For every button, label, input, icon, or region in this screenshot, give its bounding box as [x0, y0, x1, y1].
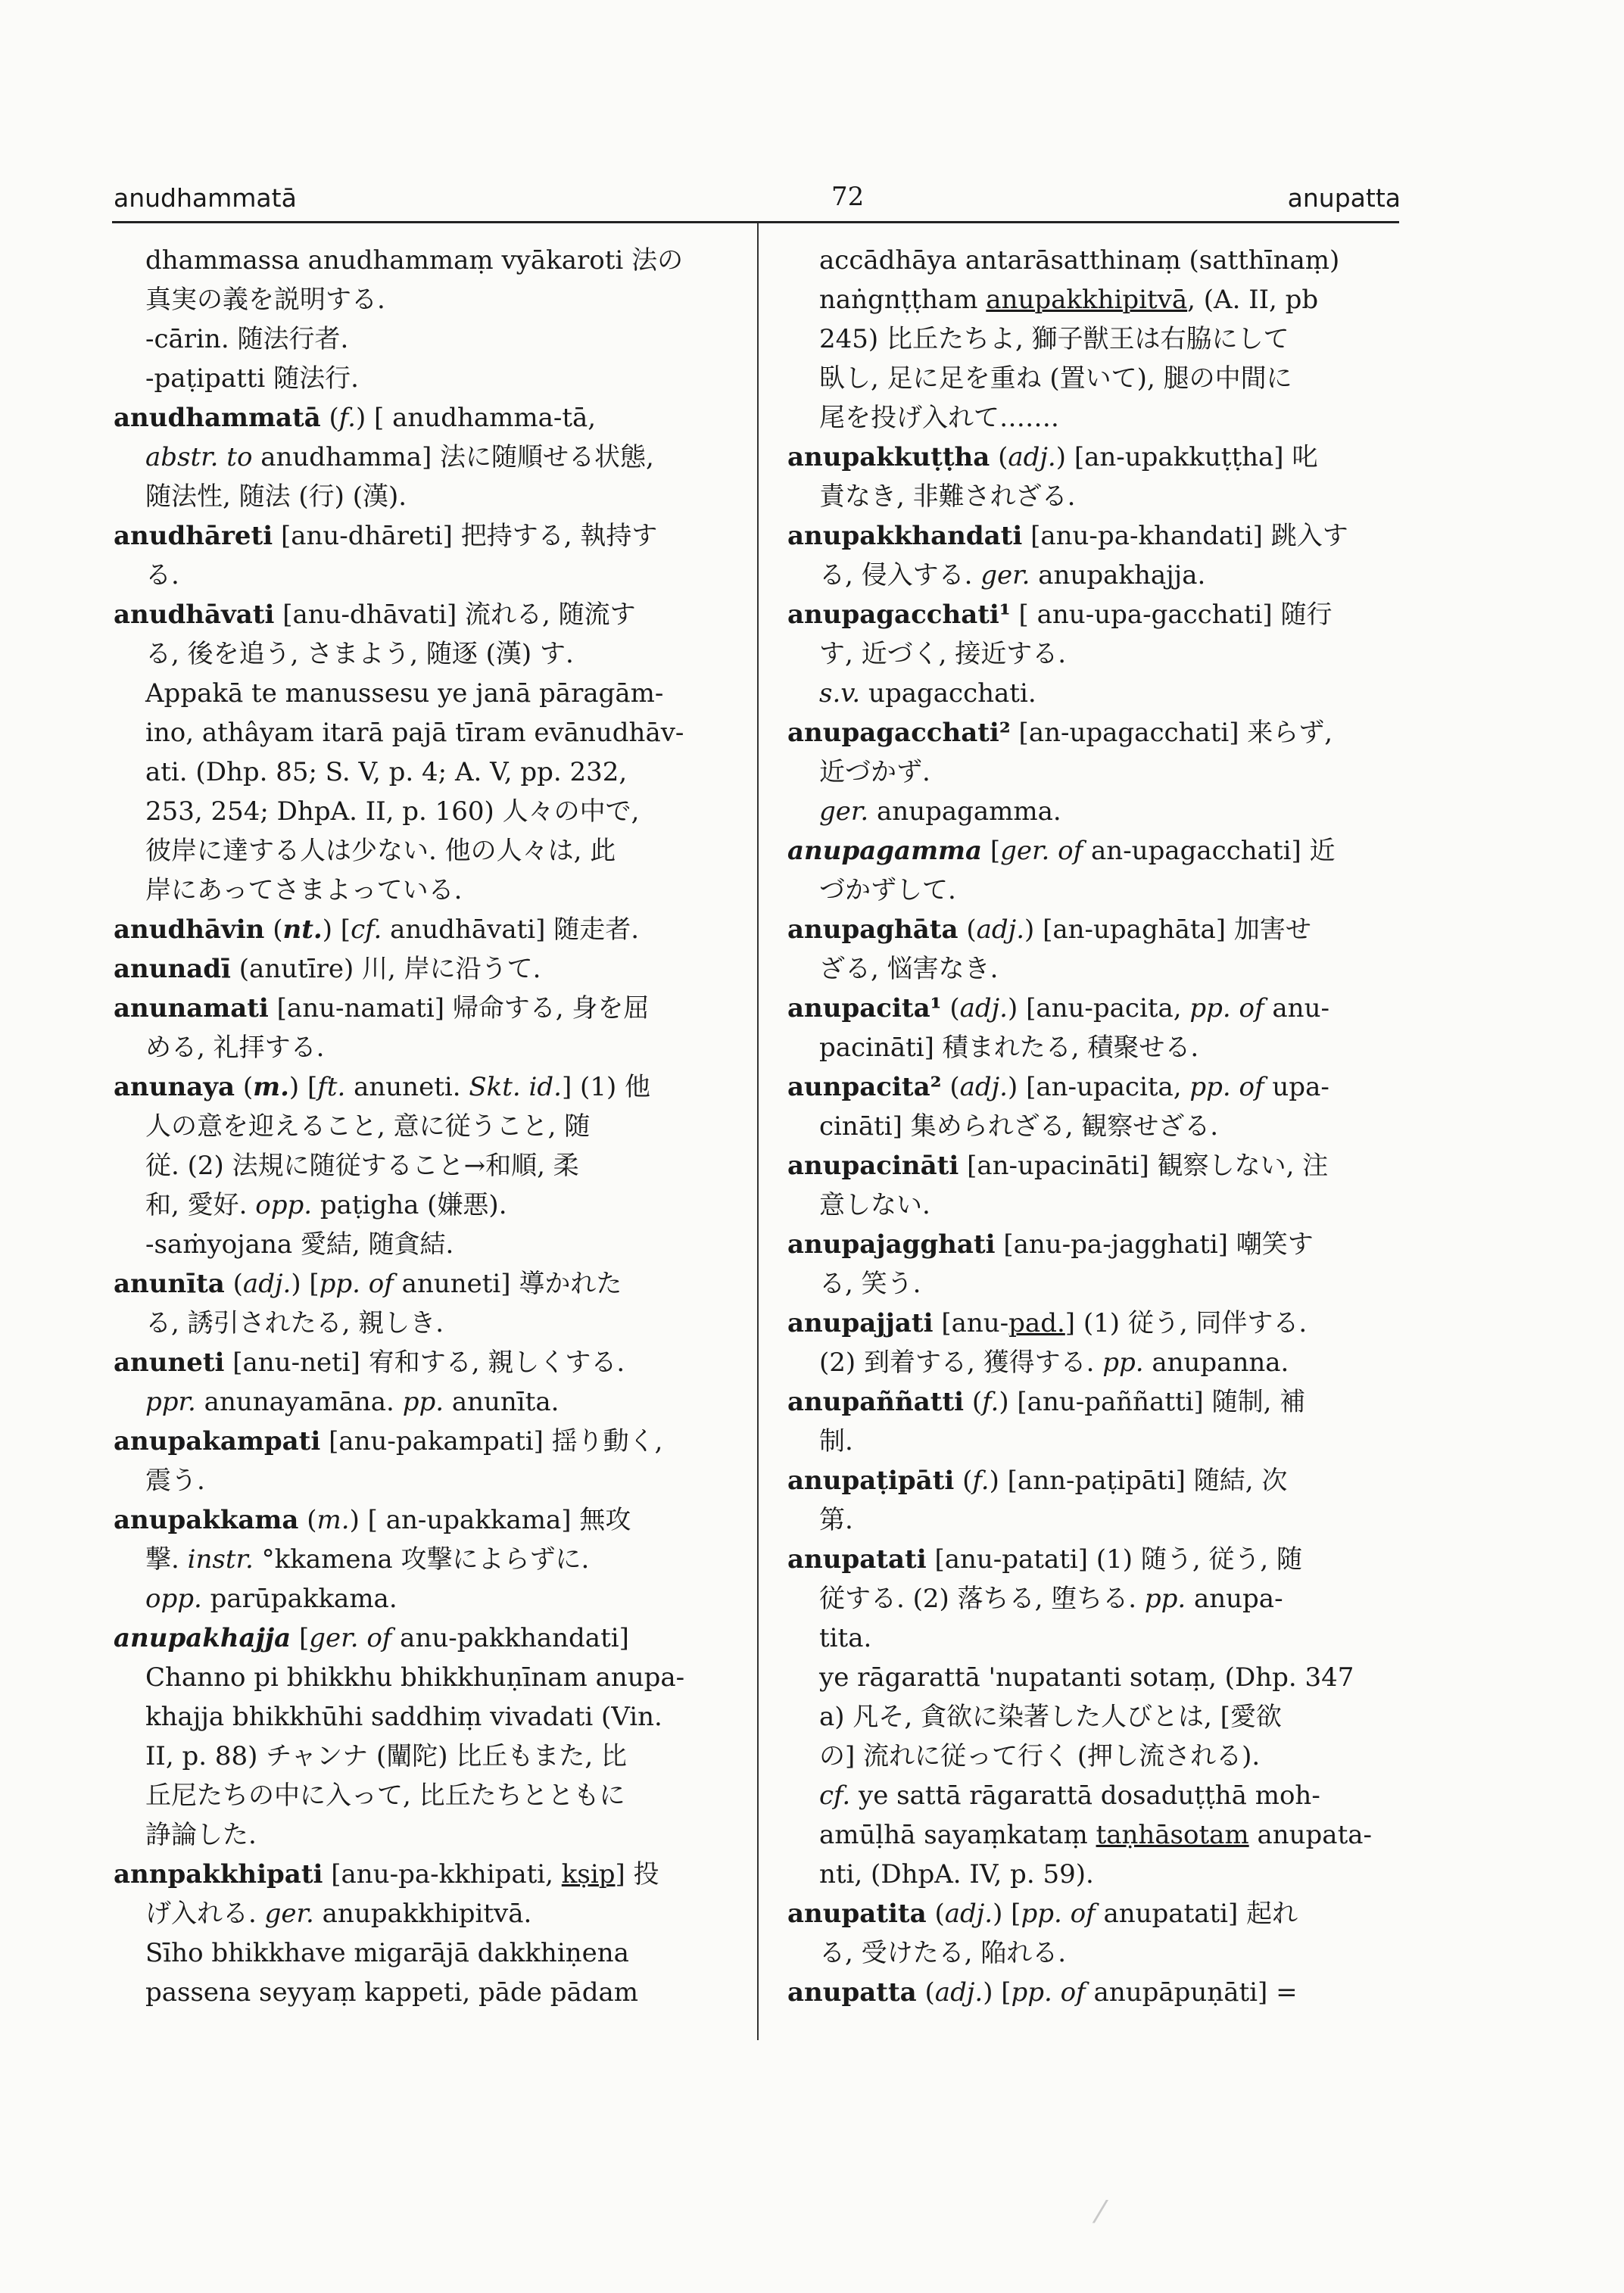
headword: anunīta [114, 1269, 225, 1299]
text-segment: 人の意を迎えること, 意に従うこと, 随 [145, 1111, 591, 1142]
text-segment: の] 流れに従って行く (押し流される). [819, 1741, 1261, 1771]
text-segment: ( [320, 403, 339, 433]
text-segment: khajja bhikkhūhi saddhiṃ vivadati (Vin. [145, 1702, 662, 1732]
text-line [787, 871, 1401, 910]
text-line [114, 319, 742, 359]
text-segment: [anu-namati] 帰命する, 身を屈 [268, 993, 650, 1023]
text-line [114, 1737, 742, 1776]
text-segment: 和, 愛好. [145, 1190, 256, 1220]
text-segment: ( [264, 914, 283, 945]
text-line [114, 516, 742, 556]
text-line [787, 910, 1401, 949]
text-line [787, 595, 1401, 634]
text-segment: ino, athâyam itarā pajā tīram evānudhāv- [145, 718, 684, 748]
text-segment: ger. of [309, 1623, 392, 1653]
text-segment: ye sattā rāgarattā dosaduṭṭhā moh- [850, 1781, 1320, 1811]
text-line [114, 1894, 742, 1933]
text-segment: adj. [959, 993, 1008, 1023]
text-line [787, 398, 1401, 438]
text-line [114, 1028, 742, 1067]
running-head-right: anupatta [1287, 183, 1401, 213]
text-line [787, 1028, 1401, 1067]
text-line [787, 1225, 1401, 1264]
text-segment: ger. [264, 1899, 314, 1929]
text-segment: ) [ [983, 1977, 1011, 2008]
headword: anupajagghati [787, 1229, 996, 1260]
text-segment: [an-upacināti] 観察しない, 注 [959, 1151, 1329, 1181]
text-segment: °kkamena 攻撃によらずに. [253, 1544, 590, 1575]
text-segment: pp. of [1011, 1977, 1086, 2008]
text-line [787, 831, 1401, 871]
text-line [114, 1067, 742, 1107]
text-line [114, 1146, 742, 1185]
headword: anudhammatā [114, 403, 321, 433]
headword: anupakkuṭṭha [787, 442, 990, 472]
text-segment: adj. [242, 1269, 291, 1299]
text-line [787, 1500, 1401, 1540]
page-header [114, 176, 1401, 218]
column-divider [757, 223, 759, 2040]
text-segment: [anu-dhāreti] 把持する, 執持す [273, 521, 658, 551]
headword: anupatati [787, 1544, 927, 1575]
text-line [114, 1500, 742, 1540]
right-column [787, 241, 1401, 2012]
text-segment: ) [ anudhamma-tā, [355, 403, 597, 433]
text-line [787, 1855, 1401, 1894]
text-segment: pp. [402, 1387, 444, 1417]
text-segment: a) 凡そ, 貪欲に染著した人びとは, [愛欲 [819, 1702, 1282, 1732]
text-line [114, 1697, 742, 1737]
text-segment: upa- [1264, 1072, 1329, 1102]
text-segment: anupagamma. [868, 796, 1061, 827]
headword: anudhāreti [114, 521, 273, 551]
running-head-left: anudhammatā [114, 183, 297, 213]
text-segment: anupakhajja. [1030, 560, 1206, 590]
text-segment: -cārin. 随法行者. [145, 324, 349, 354]
text-segment: 震う. [145, 1466, 205, 1496]
text-segment: ati. (Dhp. 85; S. V, p. 4; A. V, pp. 232, [145, 757, 628, 787]
text-segment: anupāpuṇāti] = [1085, 1977, 1298, 2008]
text-segment: (2) 到着する, 獲得する. [819, 1347, 1103, 1378]
text-line [114, 674, 742, 713]
text-segment: [anu-pa-khandati] 跳入す [1022, 521, 1348, 551]
text-segment: an-upagacchati] 近 [1083, 836, 1336, 866]
text-segment: [anu-patati] (1) 随う, 従う, 随 [926, 1544, 1303, 1575]
text-line [787, 359, 1401, 398]
text-segment: ( [964, 1387, 983, 1417]
text-segment: opp. [255, 1190, 313, 1220]
text-segment: adj. [959, 1072, 1008, 1102]
text-segment: ( [926, 1899, 945, 1929]
text-segment: 近づかず. [819, 757, 930, 787]
text-segment: cināti] 集められざる, 観察せざる. [819, 1111, 1219, 1142]
text-segment: [anu-pakampati] 揺り動く, [320, 1426, 663, 1456]
text-segment: anudhamma] 法に随順せる状態, [252, 442, 654, 472]
text-line [787, 1815, 1401, 1855]
text-segment: cf. [819, 1781, 851, 1811]
text-segment: Skt. id. [469, 1072, 562, 1102]
text-line [114, 792, 742, 831]
text-segment: f. [982, 1387, 999, 1417]
text-segment: ( [224, 1269, 243, 1299]
text-line [114, 831, 742, 871]
page-number: 72 [831, 182, 865, 212]
header-rule [112, 221, 1399, 223]
text-segment: る, 侵入する. [819, 560, 981, 590]
text-segment: 従する. (2) 落ちる, 堕ちる. [819, 1584, 1145, 1614]
text-segment: abstr. to [145, 442, 253, 472]
text-segment: taṇhāsotam [1096, 1820, 1249, 1850]
text-line [114, 1382, 742, 1422]
text-segment: る, 後を追う, さまよう, 随逐 (漢) す. [145, 639, 574, 669]
text-line [114, 752, 742, 792]
text-segment: pacināti] 積まれたる, 積聚せる. [819, 1033, 1199, 1063]
text-segment: 真実の義を説明する. [145, 285, 385, 315]
text-line [787, 477, 1401, 516]
text-segment: [anu-dhāvati] 流れる, 随流す [274, 600, 636, 630]
headword: anudhāvin [114, 914, 265, 945]
text-segment: pp. of [1021, 1899, 1096, 1929]
text-segment: げ入れる. [145, 1899, 265, 1929]
text-segment: ger. [980, 560, 1030, 590]
text-segment: 臥し, 足に足を重ね (置いて), 腿の中間に [819, 363, 1292, 394]
text-segment: ) [anu-pacita, [1008, 993, 1190, 1023]
text-segment: ざる, 悩害なき. [819, 954, 999, 984]
text-segment: amūḷhā sayaṃkataṃ [819, 1820, 1096, 1850]
text-segment: anunīta. [444, 1387, 560, 1417]
text-segment: 責なき, 非難されざる. [819, 481, 1076, 512]
text-segment: pp. [1102, 1347, 1144, 1378]
text-line [114, 1658, 742, 1697]
text-segment: ger. [819, 796, 869, 827]
text-segment: [ [291, 1623, 310, 1653]
text-line [787, 1146, 1401, 1185]
text-line [787, 1304, 1401, 1343]
text-segment: ) [an-upacita, [1008, 1072, 1190, 1102]
text-line [787, 1185, 1401, 1225]
text-line [787, 792, 1401, 831]
text-segment: anupatati] 起れ [1095, 1899, 1298, 1929]
text-line [787, 1540, 1401, 1579]
headword: aunpacita² [787, 1072, 942, 1102]
text-segment: ) [an-upaghāta] 加害せ [1024, 914, 1311, 945]
text-line [114, 359, 742, 398]
headword: anunamati [114, 993, 269, 1023]
text-segment: f. [338, 403, 356, 433]
text-segment: accādhāya antarāsatthinaṃ (satthīnaṃ) [819, 245, 1340, 276]
text-segment: [anu-pa-kkhipati, [323, 1859, 562, 1890]
text-line [787, 1973, 1401, 2012]
headword: anunaya [114, 1072, 235, 1102]
text-segment: opp. [145, 1584, 202, 1614]
text-segment: cf. [351, 914, 382, 945]
text-segment: づかずして. [819, 875, 956, 905]
text-line [787, 516, 1401, 556]
text-line [114, 1776, 742, 1815]
text-line [787, 674, 1401, 713]
text-segment: ) [anu-paññatti] 随制, 補 [999, 1387, 1306, 1417]
text-segment: f. [972, 1466, 990, 1496]
text-segment: parūpakkama. [201, 1584, 397, 1614]
text-segment: upagacchati. [860, 678, 1036, 709]
text-line [114, 1461, 742, 1500]
text-segment: ger. of [1000, 836, 1083, 866]
headword: anupatita [787, 1899, 927, 1929]
text-segment: (anutīre) 川, 岸に沿うて. [230, 954, 541, 984]
text-segment: ) [ [291, 1269, 320, 1299]
left-column [114, 241, 742, 2012]
text-line [787, 1067, 1401, 1107]
text-line [114, 1225, 742, 1264]
text-line [114, 438, 742, 477]
text-line [787, 1422, 1401, 1461]
text-segment: ( [235, 1072, 254, 1102]
text-segment: Sīho bhikkhave migarājā dakkhiṇena [145, 1938, 629, 1968]
text-line [114, 1185, 742, 1225]
text-segment: adj. [944, 1899, 993, 1929]
text-line [787, 1579, 1401, 1618]
headword: anupacināti [787, 1151, 959, 1181]
text-segment: m. [253, 1072, 289, 1102]
text-segment: 尾を投げ入れて……. [819, 403, 1059, 433]
text-segment: m. [316, 1505, 350, 1535]
text-segment: 制. [819, 1426, 853, 1456]
text-segment: Appakā te manussesu ye janā pāragām- [145, 678, 664, 709]
text-segment: る, 受けたる, 陥れる. [819, 1938, 1067, 1968]
headword: annpakkhipati [114, 1859, 323, 1890]
text-line [787, 1343, 1401, 1382]
text-segment: ( [958, 914, 977, 945]
headword: anupakkhandati [787, 521, 1023, 551]
text-segment: ) [ an-upakkama] 無攻 [349, 1505, 631, 1535]
text-segment: passena seyyaṃ kappeti, pāde pādam [145, 1977, 639, 2008]
text-line [787, 713, 1401, 752]
text-segment: adj. [976, 914, 1025, 945]
headword: anupajjati [787, 1308, 934, 1338]
text-line [787, 1461, 1401, 1500]
text-segment: ] (1) 他 [561, 1072, 651, 1102]
text-line [114, 1343, 742, 1382]
text-segment: anupata- [1248, 1820, 1372, 1850]
text-line [787, 1658, 1401, 1697]
text-segment: pp. [1144, 1584, 1186, 1614]
text-segment: paṭigha (嫌悪). [312, 1190, 507, 1220]
text-line [787, 752, 1401, 792]
text-line [787, 280, 1401, 319]
text-segment: anuneti] 導かれた [393, 1269, 622, 1299]
scan-smudge: ⁄ [1098, 2195, 1103, 2230]
text-segment: -saṁyojana 愛結, 随貪結. [145, 1229, 454, 1260]
text-line [787, 1737, 1401, 1776]
text-segment: anuneti. [345, 1072, 469, 1102]
text-segment: [anu-neti] 宥和する, 親しくする. [224, 1347, 625, 1378]
text-segment: anu- [1264, 993, 1329, 1023]
text-segment: 撃. [145, 1544, 188, 1575]
text-line [114, 1618, 742, 1658]
text-segment: 第. [819, 1505, 853, 1535]
text-segment: [an-upagacchati] 来らず, [1010, 718, 1333, 748]
text-segment: ft. [317, 1072, 346, 1102]
text-segment: anupakkhipitvā [986, 285, 1188, 315]
text-segment: [ anu-upa-gacchati] 随行 [1010, 600, 1333, 630]
text-line [787, 1894, 1401, 1933]
headword: anupagacchati² [787, 718, 1011, 748]
text-line [114, 949, 742, 989]
headword: anudhāvati [114, 600, 275, 630]
text-segment: adj. [1008, 442, 1056, 472]
text-segment: anupanna. [1143, 1347, 1289, 1378]
headword: anupakkama [114, 1505, 299, 1535]
headword: anupaghāta [787, 914, 959, 945]
text-segment: 245) 比丘たちよ, 獅子獣王は右脇にして [819, 324, 1289, 354]
text-segment: ( [954, 1466, 973, 1496]
text-line [114, 989, 742, 1028]
text-segment: adj. [934, 1977, 983, 2008]
text-segment: 従. (2) 法規に随従すること→和順, 柔 [145, 1151, 579, 1181]
text-line [787, 438, 1401, 477]
text-segment: anunayamāna. [195, 1387, 403, 1417]
text-line [114, 1579, 742, 1618]
text-segment: -paṭipatti 随法行. [145, 363, 359, 394]
text-segment: nt. [282, 914, 323, 945]
text-segment: II, p. 88) チャンナ (闡陀) 比丘もまた, 比 [145, 1741, 627, 1771]
text-segment: [ [982, 836, 1001, 866]
text-segment: Channo pi bhikkhu bhikkhuṇīnam anupa- [145, 1662, 685, 1693]
text-segment: [anu- [933, 1308, 1009, 1338]
text-segment: ) [an-upakkuṭṭha] 叱 [1055, 442, 1318, 472]
headword: anupatta [787, 1977, 917, 2008]
text-line [114, 280, 742, 319]
text-segment: instr. [187, 1544, 254, 1575]
text-segment: [anu-pa-jagghati] 嘲笑す [995, 1229, 1314, 1260]
text-segment: る, 誘引されたる, 親しき. [145, 1308, 444, 1338]
text-line [114, 398, 742, 438]
text-line [787, 556, 1401, 595]
text-segment: anupakkhipitvā. [313, 1899, 532, 1929]
headword: anupakhajja [114, 1623, 291, 1653]
headword: anupagamma [787, 836, 983, 866]
text-segment: ( [990, 442, 1008, 472]
headword: anupagacchati¹ [787, 600, 1011, 630]
headword: anuneti [114, 1347, 225, 1378]
text-segment: nti, (DhpA. IV, p. 59). [819, 1859, 1094, 1890]
text-segment: pp. of [1189, 993, 1264, 1023]
text-line [787, 1618, 1401, 1658]
text-segment: 随法性, 随法 (行) (漢). [145, 481, 407, 512]
text-line [787, 1776, 1401, 1815]
text-line [787, 241, 1401, 280]
text-line [787, 1933, 1401, 1973]
text-segment: anu-pakkhandati] [391, 1623, 629, 1653]
text-line [787, 1382, 1401, 1422]
text-segment: ) [ann-paṭipāti] 随結, 次 [989, 1466, 1288, 1496]
text-line [114, 1304, 742, 1343]
text-segment: める, 礼拝する. [145, 1033, 325, 1063]
text-line [787, 1697, 1401, 1737]
text-line [114, 1264, 742, 1304]
text-line [787, 989, 1401, 1028]
text-line [787, 1107, 1401, 1146]
text-line [787, 319, 1401, 359]
text-segment: ] (1) 従う, 同伴する. [1064, 1308, 1308, 1338]
text-line [114, 634, 742, 674]
text-segment: ( [298, 1505, 317, 1535]
headword: anupaññatti [787, 1387, 965, 1417]
text-segment: ) [ [322, 914, 351, 945]
text-line [114, 1933, 742, 1973]
text-line [114, 1855, 742, 1894]
text-segment: る, 笑う. [819, 1269, 921, 1299]
text-line [114, 1422, 742, 1461]
text-segment: 253, 254; DhpA. II, p. 160) 人々の中で, [145, 796, 640, 827]
text-line [114, 1107, 742, 1146]
text-line [114, 1973, 742, 2012]
text-segment: ) [ [993, 1899, 1021, 1929]
text-segment: す, 近づく, 接近する. [819, 639, 1067, 669]
headword: anupaṭipāti [787, 1466, 955, 1496]
text-line [787, 634, 1401, 674]
text-line [114, 477, 742, 516]
text-segment: anudhāvati] 随走者. [382, 914, 640, 945]
text-segment: ( [916, 1977, 935, 2008]
text-segment: anupa- [1186, 1584, 1283, 1614]
text-segment: 意しない. [819, 1190, 930, 1220]
text-segment: 諍論した. [145, 1820, 257, 1850]
headword: anunadī [114, 954, 231, 984]
text-segment: 彼岸に達する人は少ない. 他の人々は, 此 [145, 836, 616, 866]
text-segment: tita. [819, 1623, 872, 1653]
text-segment: 岸にあってさまよっている. [145, 875, 463, 905]
text-line [114, 910, 742, 949]
text-line [787, 949, 1401, 989]
text-line [114, 1815, 742, 1855]
text-segment: ppr. [145, 1387, 196, 1417]
text-segment: kṣip [561, 1859, 616, 1890]
text-line [114, 595, 742, 634]
text-line [114, 1540, 742, 1579]
text-line [114, 713, 742, 752]
text-segment: ] 投 [615, 1859, 659, 1890]
text-segment: dhammassa anudhammaṃ vyākaroti 法の [145, 245, 684, 276]
text-segment: naṅgnṭṭham [819, 285, 987, 315]
text-segment: pp. of [1189, 1072, 1264, 1102]
text-segment: ( [941, 993, 960, 1023]
text-segment: ) [ [288, 1072, 318, 1102]
text-segment: , (A. II, pb [1187, 285, 1319, 315]
text-segment: pad. [1008, 1308, 1065, 1338]
text-line [114, 871, 742, 910]
text-line [114, 241, 742, 280]
headword: anupacita¹ [787, 993, 942, 1023]
text-segment: ( [941, 1072, 960, 1102]
text-segment: pp. of [319, 1269, 394, 1299]
text-segment: る. [145, 560, 179, 590]
text-segment: 丘尼たちの中に入って, 比丘たちとともに [145, 1781, 625, 1811]
text-segment: ye rāgarattā 'nupatanti sotaṃ, (Dhp. 347 [819, 1662, 1354, 1693]
text-line [114, 556, 742, 595]
text-line [787, 1264, 1401, 1304]
text-segment: s.v. [819, 678, 861, 709]
headword: anupakampati [114, 1426, 321, 1456]
